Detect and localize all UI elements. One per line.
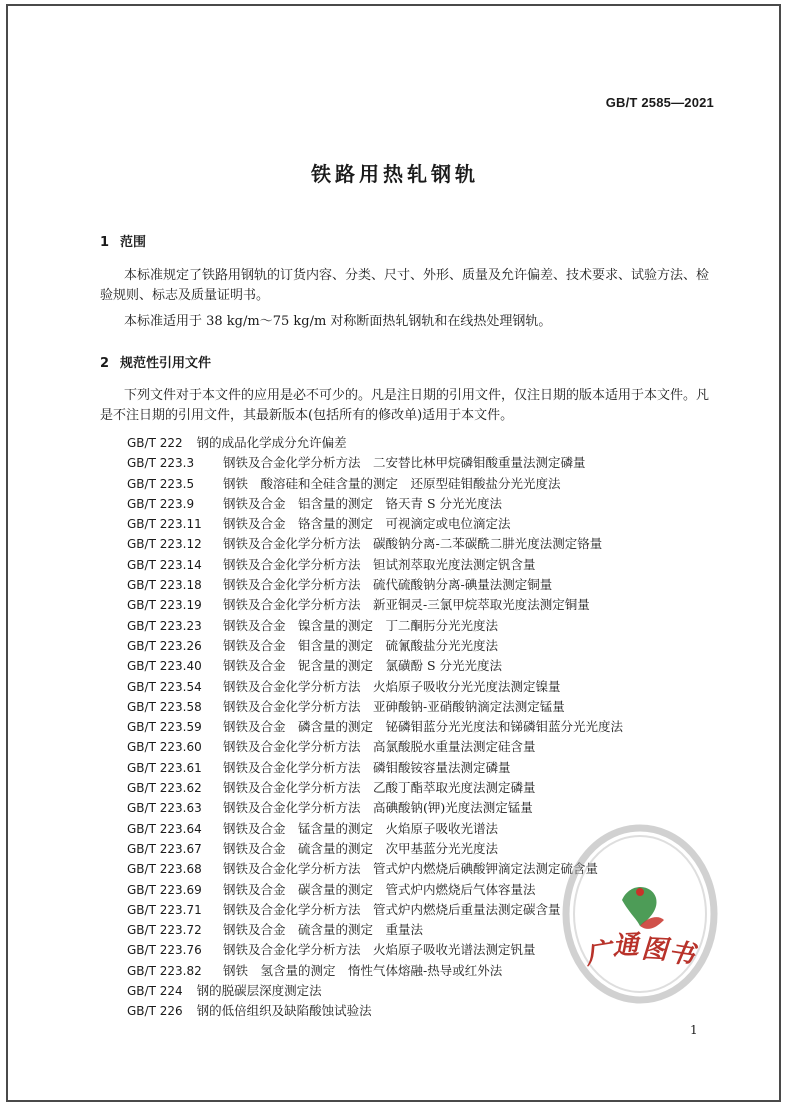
reference-item: [127, 534, 623, 554]
reference-item: [127, 1001, 623, 1021]
reference-title: 钢铁及合金化学分析方法 火焰原子吸收分光光度法测定镍量: [223, 678, 561, 694]
reference-item: [127, 839, 623, 859]
reference-title: 钢铁及合金化学分析方法 管式炉内燃烧后碘酸钾滴定法测定硫含量: [223, 861, 599, 877]
section-1-heading: [100, 231, 146, 250]
reference-list: [127, 433, 623, 1022]
reference-code: GB/T 224: [127, 984, 183, 999]
reference-code: GB/T 223.62: [127, 781, 202, 796]
stamp-character: 通: [611, 930, 640, 962]
reference-code: GB/T 223.19: [127, 598, 202, 613]
reference-item: [127, 433, 623, 453]
reference-item: [127, 595, 623, 615]
reference-item: [127, 636, 623, 656]
reference-item: [127, 900, 623, 920]
reference-code: GB/T 222: [127, 436, 183, 450]
reference-title: 钢铁及合金化学分析方法 钽试剂萃取光度法测定钒含量: [223, 556, 536, 572]
reference-item: [127, 514, 623, 534]
reference-title: 钢铁及合金 硫含量的测定 重量法: [223, 922, 424, 938]
reference-title: 钢铁及合金 镍含量的测定 丁二酮肟分光光度法: [223, 617, 499, 633]
reference-code: GB/T 223.40: [127, 659, 202, 674]
reference-item: [127, 453, 623, 473]
document-id: GB/T 2585—2021: [605, 95, 714, 110]
reference-code: GB/T 223.12: [127, 537, 202, 552]
reference-item: [127, 494, 623, 514]
reference-code: GB/T 226: [127, 1004, 183, 1019]
reference-code: GB/T 223.54: [127, 679, 202, 694]
reference-title: 钢铁及合金 铬含量的测定 可视滴定或电位滴定法: [223, 516, 511, 532]
reference-code: GB/T 223.64: [127, 821, 202, 836]
section-2-paragraph-1: 下列文件对于本文件的应用是必不可少的。凡是注日期的引用文件，仅注日期的版本适用于本文件。凡是不注日期的引用文件，其最新版本(包括所有的修改单)适用于本文件。: [100, 388, 710, 423]
reference-code: GB/T 223.76: [127, 943, 202, 958]
stamp-text: [583, 930, 701, 971]
reference-title: 钢铁 氢含量的测定 惰性气体熔融-热导或红外法: [223, 962, 503, 978]
reference-item: [127, 940, 623, 960]
reference-code: GB/T 223.18: [127, 578, 202, 593]
stamp-character: 图: [640, 934, 669, 966]
reference-item: [127, 555, 623, 575]
section-1-paragraph-1: 本标准规定了铁路用钢轨的订货内容、分类、尺寸、外形、质量及允许偏差、技术要求、试验方法、检验规则、标志及质量证明书。: [100, 268, 710, 303]
reference-title: 钢铁及合金 磷含量的测定 铋磷钼蓝分光光度法和锑磷钼蓝分光光度法: [223, 719, 624, 735]
publisher-stamp: [560, 822, 720, 1007]
reference-item: [127, 778, 623, 798]
reference-code: GB/T 223.69: [127, 882, 202, 897]
reference-code: GB/T 223.68: [127, 862, 202, 877]
reference-code: GB/T 223.5: [127, 476, 195, 491]
page-number: 1: [690, 1023, 698, 1037]
document-title: 铁路用热轧钢轨: [311, 162, 479, 186]
reference-item: [127, 575, 623, 595]
reference-item: [127, 616, 623, 636]
reference-title: 钢的低倍组织及缺陷酸蚀试验法: [196, 1003, 372, 1019]
reference-code: GB/T 223.61: [127, 760, 202, 775]
reference-code: GB/T 223.67: [127, 841, 202, 856]
reference-item: [127, 819, 623, 839]
reference-title: 钢的脱碳层深度测定法: [196, 983, 322, 999]
reference-item: [127, 859, 623, 879]
reference-item: [127, 656, 623, 676]
reference-title: 钢铁及合金化学分析方法 乙酸丁酯萃取光度法测定磷量: [223, 780, 536, 796]
reference-item: [127, 474, 623, 494]
reference-title: 钢铁及合金化学分析方法 二安替比林甲烷磷钼酸重量法测定磷量: [223, 455, 586, 471]
section-1-number: 1: [100, 235, 110, 250]
reference-item: [127, 717, 623, 737]
reference-title: 钢铁及合金化学分析方法 亚砷酸钠-亚硝酸钠滴定法测定锰量: [223, 698, 565, 714]
reference-item: [127, 920, 623, 940]
section-1-title: 范围: [120, 235, 147, 250]
reference-code: GB/T 223.59: [127, 720, 202, 735]
reference-code: GB/T 223.26: [127, 638, 202, 653]
reference-title: 钢铁及合金化学分析方法 新亚铜灵-三氯甲烷萃取光度法测定铜量: [223, 597, 590, 613]
reference-title: 钢铁及合金化学分析方法 高氯酸脱水重量法测定硅含量: [223, 739, 536, 755]
section-2-heading: [100, 352, 211, 371]
reference-title: 钢铁及合金 钼含量的测定 硫氰酸盐分光光度法: [223, 637, 499, 653]
reference-item: [127, 798, 623, 818]
reference-code: GB/T 223.14: [127, 557, 202, 572]
reference-item: [127, 677, 623, 697]
reference-title: 钢铁及合金 铌含量的测定 氯磺酚 S 分光光度法: [223, 658, 503, 674]
stamp-dot-icon: [636, 888, 644, 896]
reference-title: 钢铁 酸溶硅和全硅含量的测定 还原型硅钼酸盐分光光度法: [223, 475, 561, 491]
reference-title: 钢铁及合金化学分析方法 磷钼酸铵容量法测定磷量: [223, 759, 511, 775]
reference-code: GB/T 223.3: [127, 456, 195, 471]
reference-code: GB/T 223.63: [127, 801, 202, 816]
reference-item: [127, 961, 623, 981]
reference-title: 钢铁及合金 锰含量的测定 火焰原子吸收光谱法: [223, 820, 499, 836]
reference-title: 钢铁及合金 硫含量的测定 次甲基蓝分光光度法: [223, 840, 499, 856]
reference-code: GB/T 223.11: [127, 517, 202, 532]
reference-code: GB/T 223.9: [127, 496, 195, 511]
reference-code: GB/T 223.82: [127, 963, 202, 978]
reference-code: GB/T 223.23: [127, 618, 202, 633]
reference-title: 钢的成品化学成分允许偏差: [196, 435, 347, 450]
reference-title: 钢铁及合金 碳含量的测定 管式炉内燃烧后气体容量法: [223, 881, 536, 897]
reference-item: [127, 880, 623, 900]
reference-code: GB/T 223.60: [127, 740, 202, 755]
reference-title: 钢铁及合金化学分析方法 管式炉内燃烧后重量法测定碳含量: [223, 901, 561, 917]
reference-item: [127, 981, 623, 1001]
reference-title: 钢铁及合金化学分析方法 高碘酸钠(钾)光度法测定锰量: [223, 800, 533, 816]
reference-item: [127, 697, 623, 717]
reference-code: GB/T 223.71: [127, 902, 202, 917]
publisher-stamp-graphic: [560, 822, 720, 1007]
reference-code: GB/T 223.58: [127, 699, 202, 714]
reference-code: GB/T 223.72: [127, 923, 202, 938]
stamp-character: 广: [583, 937, 614, 971]
reference-title: 钢铁及合金化学分析方法 火焰原子吸收光谱法测定钒量: [223, 942, 536, 958]
stamp-character: 书: [666, 937, 697, 971]
reference-item: [127, 758, 623, 778]
section-2-number: 2: [100, 356, 110, 371]
reference-title: 钢铁及合金 铝含量的测定 铬天青 S 分光光度法: [223, 495, 503, 511]
reference-item: [127, 737, 623, 757]
section-2-title: 规范性引用文件: [120, 356, 212, 371]
reference-title: 钢铁及合金化学分析方法 硫代硫酸钠分离-碘量法测定铜量: [223, 577, 553, 593]
reference-title: 钢铁及合金化学分析方法 碳酸钠分离-二苯碳酰二肼光度法测定铬量: [223, 536, 603, 552]
section-1-paragraph-2: 本标准适用于 38 kg/m～75 kg/m 对称断面热轧钢轨和在线热处理钢轨。: [124, 314, 552, 329]
